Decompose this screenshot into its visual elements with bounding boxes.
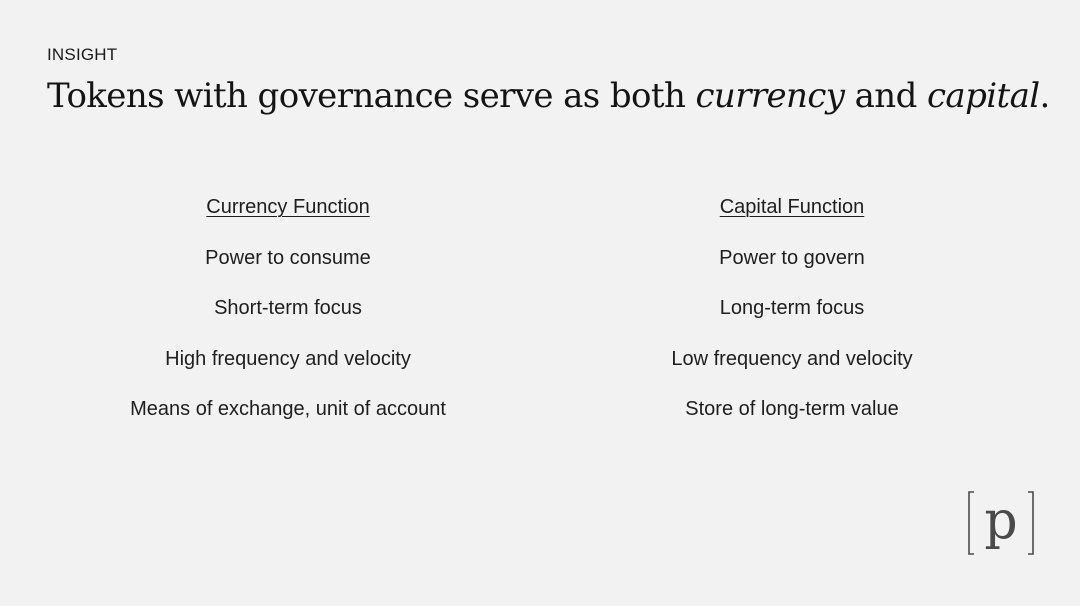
headline-text-3: .: [1039, 76, 1050, 116]
column-heading-capital: Capital Function: [719, 196, 865, 218]
left-bracket: [969, 492, 974, 554]
right-bracket: [1028, 492, 1033, 554]
slide-headline: [47, 70, 1050, 122]
list-item: Power to govern: [719, 246, 865, 269]
list-item: High frequency and velocity: [165, 347, 411, 370]
currency-function-column: [68, 192, 508, 424]
list-item: Low frequency and velocity: [671, 347, 913, 370]
capital-function-column: [572, 192, 1012, 424]
headline-emphasis-capital: capital: [926, 76, 1040, 116]
list-item: Short-term focus: [214, 297, 362, 319]
column-heading-currency: Currency Function: [206, 196, 370, 218]
headline-emphasis-currency: currency: [695, 76, 845, 116]
eyebrow-label: INSIGHT: [47, 45, 118, 64]
bracket-p-logo-icon: [966, 490, 1036, 556]
logo-letter: p: [984, 491, 1018, 551]
headline-text-1: Tokens with governance serve as both: [47, 76, 696, 116]
headline-text-2: and: [844, 76, 927, 116]
list-item: Store of long-term value: [685, 398, 899, 420]
list-item: Long-term focus: [719, 297, 865, 319]
list-item: Means of exchange, unit of account: [130, 398, 446, 420]
list-item: Power to consume: [205, 246, 371, 269]
